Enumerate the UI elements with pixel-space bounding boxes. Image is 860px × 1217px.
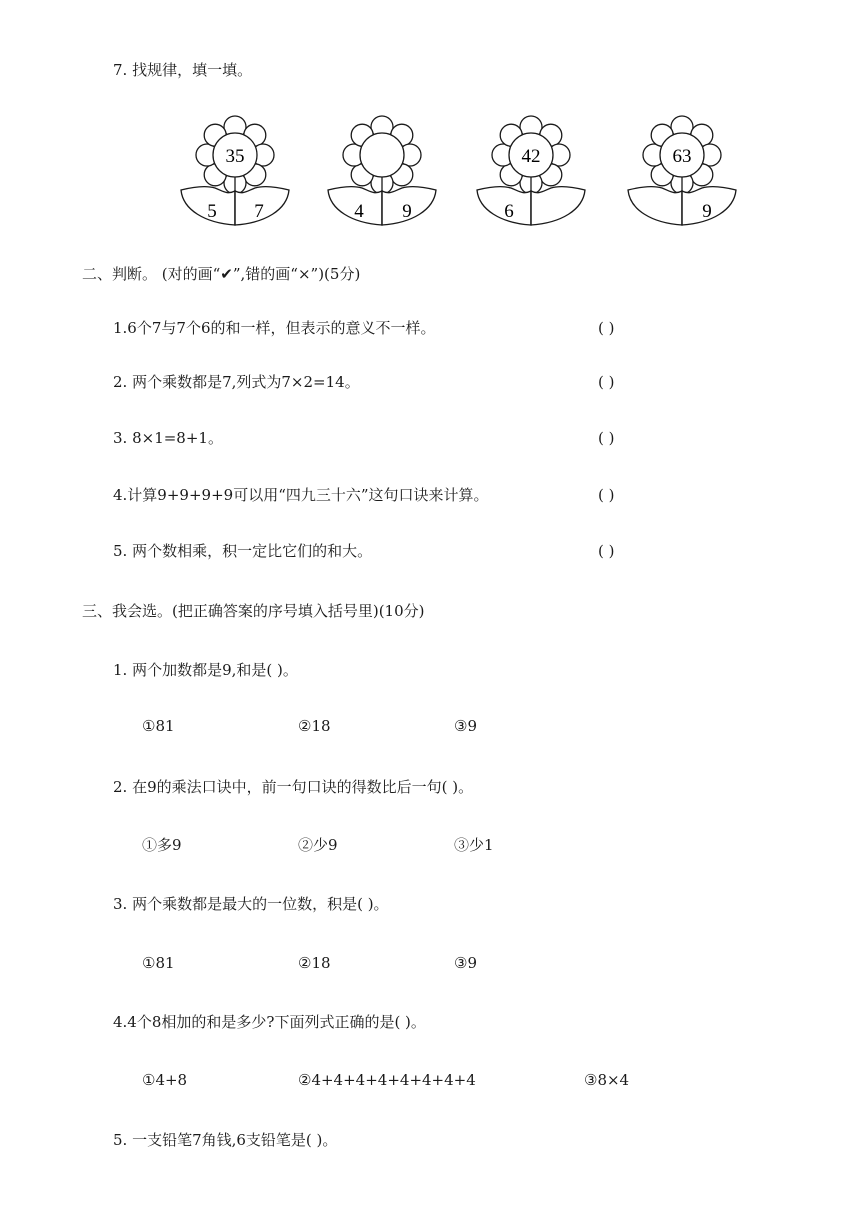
judge-answer-paren-3[interactable]: ( )	[598, 429, 615, 447]
choose-q2-option-2[interactable]: ②少9	[298, 836, 338, 854]
choose-q4-option-1[interactable]: ①4+8	[142, 1071, 188, 1089]
flower-1	[181, 116, 289, 225]
choose-heading: 三、我会选。(把正确答案的序号填入括号里)(10分)	[82, 602, 425, 620]
choose-q1-option-3[interactable]: ③9	[454, 717, 477, 735]
flower-3-left-number: 6	[504, 201, 514, 222]
choose-question-2: 2. 在9的乘法口诀中，前一句口诀的得数比后一句( )。	[113, 778, 474, 796]
flower-1-center-number: 35	[225, 146, 245, 167]
choose-question-1: 1. 两个加数都是9,和是( )。	[113, 661, 298, 679]
judge-answer-paren-4[interactable]: ( )	[598, 486, 615, 504]
judge-answer-paren-1[interactable]: ( )	[598, 319, 615, 337]
judge-item-2: 2. 两个乘数都是7,列式为7×2=14。	[113, 373, 360, 391]
choose-question-3: 3. 两个乘数都是最大的一位数，积是( )。	[113, 895, 389, 913]
flower-3-center-number: 42	[521, 146, 541, 167]
choose-q3-option-2[interactable]: ②18	[298, 954, 331, 972]
judge-item-3: 3. 8×1=8+1。	[113, 429, 223, 447]
choose-q4-option-2[interactable]: ②4+4+4+4+4+4+4+4	[298, 1071, 476, 1089]
flower-1-left-number: 5	[207, 201, 217, 222]
choose-question-5: 5. 一支铅笔7角钱,6支铅笔是( )。	[113, 1131, 338, 1149]
flower-3	[477, 116, 585, 225]
flower-pattern-figure	[0, 0, 860, 240]
judge-answer-paren-2[interactable]: ( )	[598, 373, 615, 391]
judge-item-4: 4.计算9+9+9+9可以用“四九三十六”这句口诀来计算。	[113, 486, 489, 504]
choose-question-4: 4.4个8相加的和是多少?下面列式正确的是( )。	[113, 1013, 426, 1031]
judge-item-5: 5. 两个数相乘，积一定比它们的和大。	[113, 542, 373, 560]
choose-q2-option-3[interactable]: ③少1	[454, 836, 494, 854]
flower-2-right-number: 9	[402, 201, 412, 222]
judge-item-1: 1.6个7与7个6的和一样，但表示的意义不一样。	[113, 319, 436, 337]
choose-q2-option-1[interactable]: ①多9	[142, 836, 182, 854]
flower-4	[628, 116, 736, 225]
q7-title: 7. 找规律，填一填。	[113, 61, 253, 79]
choose-q1-option-1[interactable]: ①81	[142, 717, 175, 735]
judge-heading: 二、判断。 (对的画“✔”,错的画“×”)(5分)	[82, 265, 361, 283]
flower-2	[328, 116, 436, 225]
choose-q4-option-3[interactable]: ③8×4	[584, 1071, 630, 1089]
choose-q3-option-1[interactable]: ①81	[142, 954, 175, 972]
judge-answer-paren-5[interactable]: ( )	[598, 542, 615, 560]
flower-4-center-number: 63	[672, 146, 692, 167]
choose-q1-option-2[interactable]: ②18	[298, 717, 331, 735]
choose-q3-option-3[interactable]: ③9	[454, 954, 477, 972]
flower-1-right-number: 7	[254, 201, 264, 222]
flower-4-right-number: 9	[702, 201, 712, 222]
flower-2-left-number: 4	[354, 201, 364, 222]
